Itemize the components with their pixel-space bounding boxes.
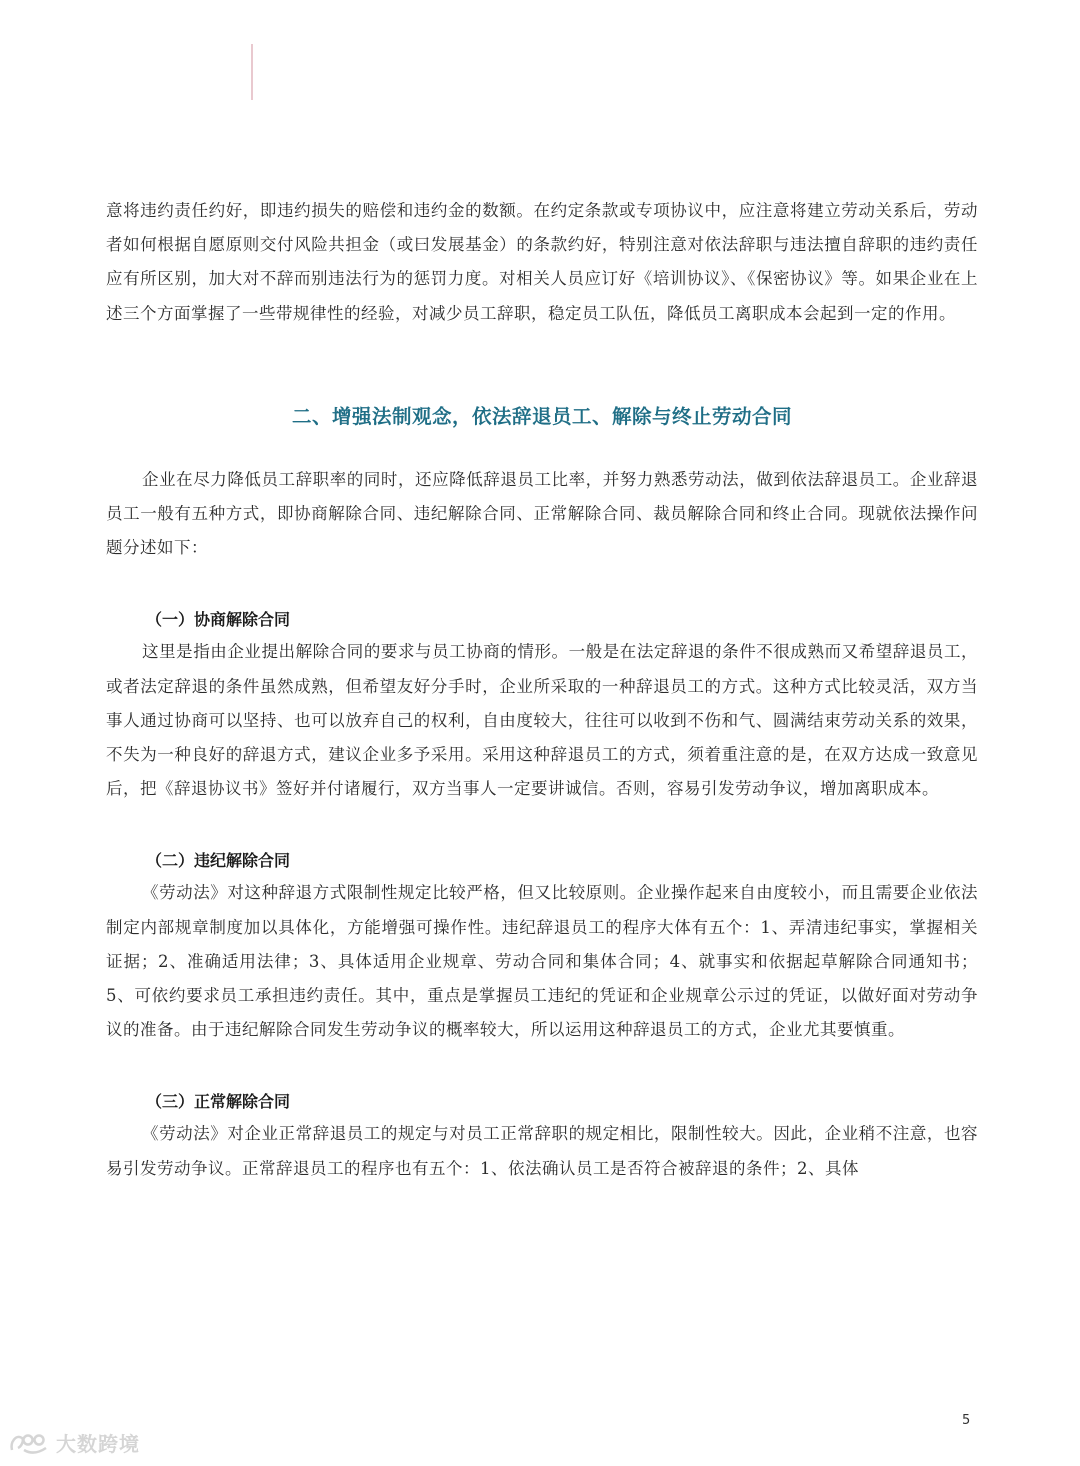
page-number: 5	[962, 1413, 971, 1428]
subsection-heading-2: （二）违纪解除合同	[146, 851, 291, 871]
subsection-heading-1: （一）协商解除合同	[146, 610, 291, 630]
subsection-paragraph-2: 《劳动法》对这种辞退方式限制性规定比较严格，但又比较原则。企业操作起来自由度较小，而且需要企业依法制定内部规章制度加以具体化，方能增强可操作性。违纪辞退员工的程序大体有五个：1、弄清违纪事实，掌握相关证据；2、准确适用法律；3、具体适用企业规章、劳动合同和集体合同；4、就事实和依据起草解除合同通知书；5、可依约要求员工承担违约责任。其中，重点是掌握员工违纪的凭证和企业规章公示过的凭证，以做好面对劳动争议的准备。由于违纪解除合同发生劳动争议的概率较大，所以运用这种辞退员工的方式，企业尤其要慎重。	[106, 883, 978, 1040]
section-title: 二、增强法制观念，依法辞退员工、解除与终止劳动合同	[291, 404, 792, 428]
document-body	[106, 194, 978, 1186]
watermark	[8, 1428, 140, 1457]
subsection-paragraph-1: 这里是指由企业提出解除合同的要求与员工协商的情形。一般是在法定辞退的条件不很成熟而又希望辞退员工，或者法定辞退的条件虽然成熟，但希望友好分手时，企业所采取的一种辞退员工的方式。这种方式比较灵活，双方当事人通过协商可以坚持、也可以放弃自己的权利，自由度较大，往往可以收到不伤和气、圆满结束劳动关系的效果，不失为一种良好的辞退方式，建议企业多予采用。采用这种辞退员工的方式，须着重注意的是，在双方达成一致意见后，把《辞退协议书》签好并付诸履行，双方当事人一定要讲诚信。否则，容易引发劳动争议，增加离职成本。	[106, 642, 978, 799]
subsection-heading-3: （三）正常解除合同	[146, 1092, 291, 1112]
intro-paragraph: 意将违约责任约好，即违约损失的赔偿和违约金的数额。在约定条款或专项协议中，应注意将建立劳动关系后，劳动者如何根据自愿原则交付风险共担金（或曰发展基金）的条款约好，特别注意对依法辞职与违法擅自辞职的违约责任应有所区别，加大对不辞而别违法行为的惩罚力度。对相关人员应订好《培训协议》、《保密协议》等。如果企业在上述三个方面掌握了一些带规律性的经验，对减少员工辞职，稳定员工队伍，降低员工离职成本会起到一定的作用。	[106, 201, 978, 323]
watermark-logo-icon	[8, 1430, 52, 1456]
watermark-text: 大数跨境	[56, 1432, 140, 1456]
section-intro-paragraph: 企业在尽力降低员工辞职率的同时，还应降低辞退员工比率，并努力熟悉劳动法，做到依法辞退员工。企业辞退员工一般有五种方式，即协商解除合同、违纪解除合同、正常解除合同、裁员解除合同和终止合同。现就依法操作问题分述如下：	[106, 469, 978, 558]
subsection-paragraph-3: 《劳动法》对企业正常辞退员工的规定与对员工正常辞职的规定相比，限制性较大。因此，企业稍不注意，也容易引发劳动争议。正常辞退员工的程序也有五个：1、依法确认员工是否符合被辞退的条件；2、具体	[106, 1124, 978, 1178]
top-decorative-rule	[251, 44, 253, 100]
